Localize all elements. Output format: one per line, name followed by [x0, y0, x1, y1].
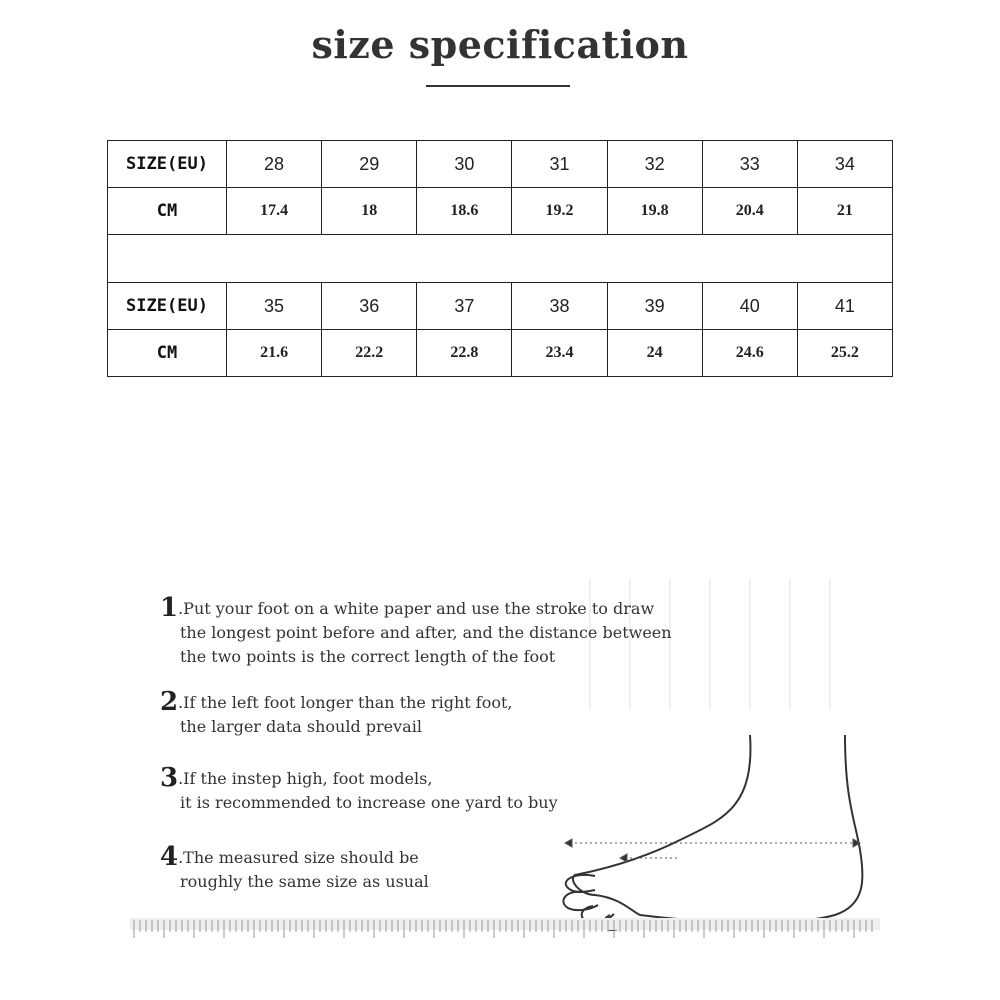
size-cell: 31 — [512, 141, 607, 188]
size-cell: 41 — [797, 283, 892, 330]
cm-cell: 21.6 — [227, 330, 322, 377]
instruction-step-2 — [160, 687, 513, 739]
step-text: .If the instep high, foot models, — [178, 769, 433, 788]
step-text: the larger data should prevail — [180, 717, 422, 736]
size-cell: 33 — [702, 141, 797, 188]
step-text: it is recommended to increase one yard to buy — [180, 793, 558, 812]
instruction-step-1 — [160, 593, 672, 669]
size-cell: 32 — [607, 141, 702, 188]
size-cell: 40 — [702, 283, 797, 330]
cm-cell: 22.8 — [417, 330, 512, 377]
size-cell: 36 — [322, 283, 417, 330]
step-number: 4 — [160, 842, 179, 872]
cm-cell: 25.2 — [797, 330, 892, 377]
step-number: 3 — [160, 763, 179, 793]
cm-cell: 20.4 — [702, 188, 797, 235]
cm-cell: 19.8 — [607, 188, 702, 235]
instruction-step-3 — [160, 763, 558, 815]
size-cell: 34 — [797, 141, 892, 188]
size-cell: 29 — [322, 141, 417, 188]
size-cell: 37 — [417, 283, 512, 330]
cm-cell: 24 — [607, 330, 702, 377]
size-eu-label: SIZE(EU) — [108, 141, 227, 188]
size-cell: 38 — [512, 283, 607, 330]
step-number: 2 — [160, 687, 179, 717]
size-cell: 28 — [227, 141, 322, 188]
cm-label: CM — [108, 188, 227, 235]
cm-cell: 22.2 — [322, 330, 417, 377]
cm-cell: 23.4 — [512, 330, 607, 377]
cm-cell: 24.6 — [702, 330, 797, 377]
cm-cell: 17.4 — [227, 188, 322, 235]
step-number: 1 — [160, 593, 179, 623]
step-text: .Put your foot on a white paper and use the stroke to draw — [178, 599, 655, 618]
page-title: size specification — [311, 22, 689, 67]
size-cell: 30 — [417, 141, 512, 188]
step-text: roughly the same size as usual — [180, 872, 429, 891]
size-cell: 39 — [607, 283, 702, 330]
step-text: the two points is the correct length of the foot — [180, 647, 556, 666]
cm-cell: 18 — [322, 188, 417, 235]
cm-label: CM — [108, 330, 227, 377]
cm-cell: 19.2 — [512, 188, 607, 235]
step-text: .If the left foot longer than the right foot, — [178, 693, 513, 712]
cm-cell: 21 — [797, 188, 892, 235]
size-eu-label: SIZE(EU) — [108, 283, 227, 330]
size-cell: 35 — [227, 283, 322, 330]
step-text: .The measured size should be — [178, 848, 419, 867]
instruction-step-4 — [160, 842, 429, 894]
step-text: the longest point before and after, and the distance between — [180, 623, 672, 642]
cm-cell: 18.6 — [417, 188, 512, 235]
